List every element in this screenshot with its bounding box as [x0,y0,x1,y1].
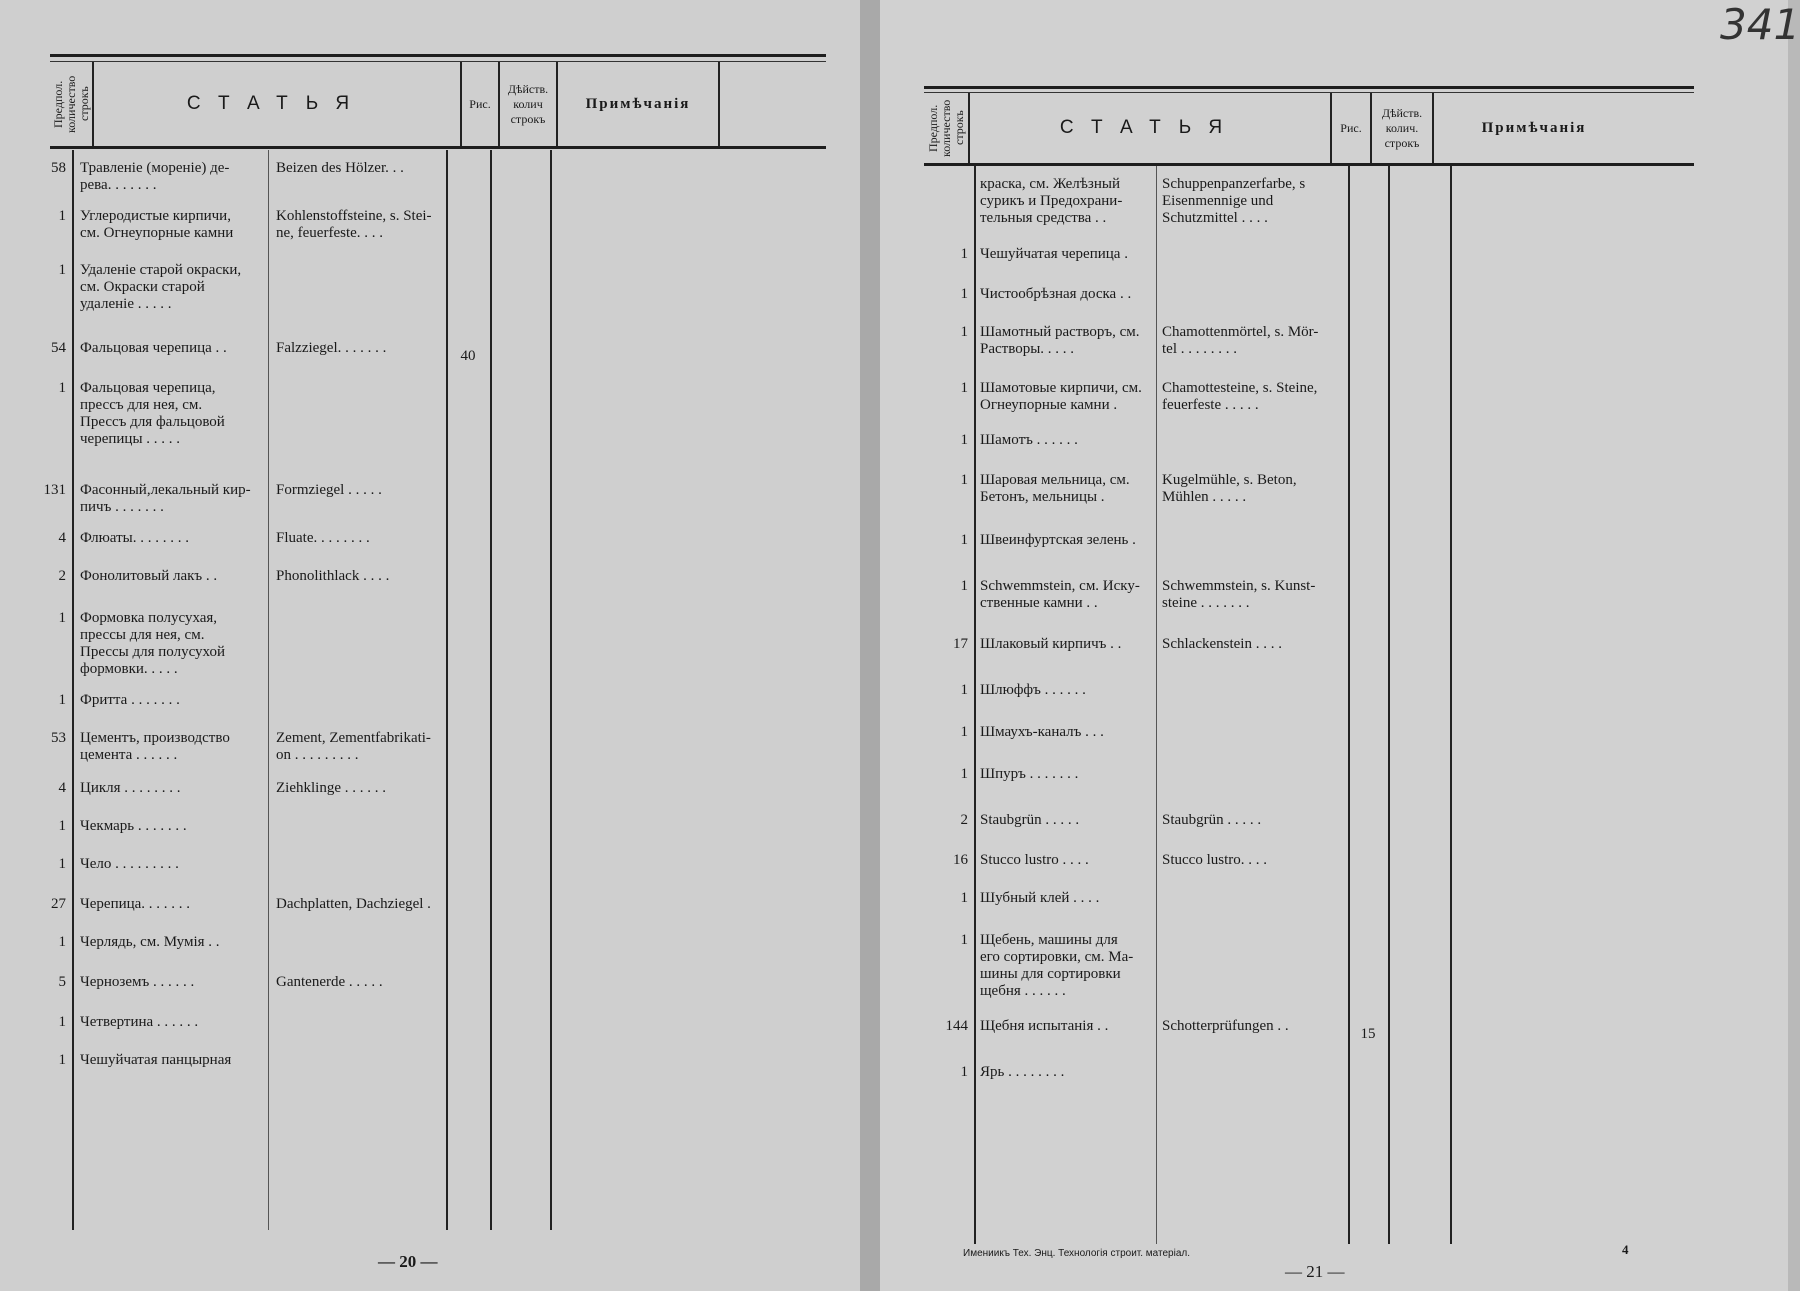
row-article-de [276,482,446,499]
header-actual: Дѣйств. колич. строкъ [1381,105,1423,150]
header-article: СТАТЬЯ [186,93,368,114]
row-article-de [1162,324,1348,358]
row-qty: 1 [58,208,66,224]
row-article-de [1162,380,1348,414]
article-de-line: Phonolithlack . . . . [276,568,390,584]
row-article-ru [980,380,1158,414]
row-qty: 1 [960,324,968,340]
article-de-line: on . . . . . . . . . [276,747,359,763]
row-qty: 1 [960,532,968,548]
row-article-ru [80,896,266,913]
row-article-de [276,780,446,797]
header-fig: Рис. [469,96,491,111]
row-article-ru [80,340,266,357]
row-article-ru [980,176,1158,227]
article-ru-line: Фасонный,лекальный кир- [80,482,251,498]
header-qty: Предпол. количество строкъ [50,75,91,133]
article-ru-line: Травленіе (мореніе) де- [80,160,230,176]
article-ru-line: удаленіе . . . . . [80,296,172,312]
article-ru-line: Чистообрѣзная доска . . [980,286,1132,302]
row-qty: 1 [58,380,66,396]
row-article-ru [980,472,1158,506]
article-ru-line: Щебня испытанія . . [980,1018,1109,1034]
article-de-line: Schwemmstein, s. Kunst- [1162,578,1316,594]
article-ru-line: прессы для нея, см. [80,627,205,643]
article-de-line: Chamottesteine, s. Steine, [1162,380,1318,396]
row-qty: 1 [960,432,968,448]
row-article-ru [80,1014,266,1031]
row-article-de [1162,812,1348,829]
row-article-de [1162,852,1348,869]
row-qty: 2 [58,568,66,584]
article-ru-line: Огнеупорные камни . [980,397,1118,413]
article-ru-line: черепицы . . . . . [80,431,181,447]
row-article-ru [80,856,266,873]
article-ru-line: Флюаты. . . . . . . . [80,530,189,546]
article-ru-line: Шпуръ . . . . . . . [980,766,1079,782]
row-qty: 1 [960,932,968,948]
article-de-line: Schotterprüfungen . . [1162,1018,1289,1034]
article-de-line: Beizen des Hölzer. . . [276,160,404,176]
row-qty: 1 [58,934,66,950]
header-fig: Рис. [1340,120,1362,135]
article-ru-line: Прессы для полусухой [80,644,226,660]
article-de-line: Stucco lustro. . . . [1162,852,1267,868]
row-qty: 1 [960,1064,968,1080]
article-de-line: Schutzmittel . . . . [1162,210,1268,226]
book-gutter [860,0,880,1291]
row-article-ru [980,890,1158,907]
row-article-ru [80,208,266,242]
article-ru-line: Чекмарь . . . . . . . [80,818,187,834]
article-de-line: Schuppenpanzerfarbe, s [1162,176,1306,192]
row-qty: 131 [43,482,66,498]
row-article-ru [980,812,1158,829]
sheet-number: 4 [1622,1242,1629,1257]
row-qty: 1 [58,262,66,278]
article-ru-line: Растворы. . . . . [980,341,1075,357]
article-de-line: Ziehklinge . . . . . . [276,780,386,796]
article-ru-line: Черепица. . . . . . . [80,896,191,912]
article-ru-line: Staubgrün . . . . . [980,812,1080,828]
article-de-line: Dachplatten, Dachziegel . [276,896,431,912]
article-de-line: Staubgrün . . . . . [1162,812,1262,828]
article-ru-line: см. Огнеупорные камни [80,225,234,241]
article-de-line: Chamottenmörtel, s. Mör- [1162,324,1319,340]
article-ru-line: Шубный клей . . . . [980,890,1100,906]
article-de-line: Kohlenstoffsteine, s. Stei- [276,208,432,224]
row-article-ru [980,532,1158,549]
article-ru-line: ственные камни . . [980,595,1098,611]
row-qty: 1 [58,818,66,834]
row-qty: 1 [58,692,66,708]
article-ru-line: Четвертина . . . . . . [80,1014,199,1030]
article-de-line: Gantenerde . . . . . [276,974,383,990]
article-ru-line: Швеинфуртская зелень . [980,532,1136,548]
row-article-ru [980,578,1158,612]
row-article-ru [80,974,266,991]
article-ru-line: Бетонъ, мельницы . [980,489,1105,505]
article-ru-line: Шамотовые кирпичи, см. [980,380,1142,396]
row-article-ru [980,246,1158,263]
row-article-ru [80,780,266,797]
row-article-ru [80,380,266,448]
header-actual: Дѣйств. колич строкъ [507,81,549,126]
row-qty: 4 [58,530,66,546]
row-qty: 4 [58,780,66,796]
row-qty: 1 [960,724,968,740]
header-notes: Примѣчанія [1481,119,1587,136]
row-article-ru [980,682,1158,699]
article-ru-line: Фальцовая черепица, [80,380,216,396]
row-article-ru [80,160,266,194]
row-qty: 1 [960,380,968,396]
left-table [43,54,826,1232]
article-de-line: Eisenmennige und [1162,193,1274,209]
row-article-de [1162,472,1348,506]
row-qty: 5 [58,974,66,990]
article-ru-line: Цементъ, производство [80,730,230,746]
row-article-ru [980,636,1158,653]
row-article-ru [80,610,266,678]
left-page [0,0,860,1291]
row-article-de [1162,1018,1348,1035]
article-de-line: Zement, Zementfabrikati- [276,730,431,746]
header-notes: Примѣчанія [585,95,691,112]
row-qty: 1 [960,890,968,906]
article-ru-line: Прессъ для фальцовой [80,414,225,430]
article-de-line: Formziegel . . . . . [276,482,382,498]
article-ru-line: Шамотъ . . . . . . [980,432,1078,448]
article-ru-line: формовки. . . . . [80,661,178,677]
row-article-ru [980,1018,1158,1035]
article-ru-line: Фонолитовый лакъ . . [80,568,218,584]
row-qty: 1 [960,472,968,488]
article-de-line: tel . . . . . . . . [1162,341,1237,357]
article-de-line: Kugelmühle, s. Beton, [1162,472,1297,488]
row-article-ru [80,1052,266,1069]
row-article-de [276,208,446,242]
row-article-ru [980,432,1158,449]
article-ru-line: Черлядь, см. Мумія . . [80,934,220,950]
article-de-line: feuerfeste . . . . . [1162,397,1259,413]
row-qty: 53 [51,730,66,746]
article-ru-line: Черноземъ . . . . . . [80,974,195,990]
article-de-line: ne, feuerfeste. . . . [276,225,384,241]
article-ru-line: Шамотный растворъ, см. [980,324,1140,340]
footer-note: Имениикъ Тех. Энц. Технологія строит. матеріал. [963,1248,1191,1259]
row-article-de [1162,636,1348,653]
row-article-ru [80,482,266,516]
row-qty: 144 [945,1018,968,1034]
article-ru-line: Фритта . . . . . . . [80,692,180,708]
row-article-de [276,974,446,991]
row-qty: 1 [960,578,968,594]
article-ru-line: Цикля . . . . . . . . [80,780,181,796]
article-ru-line: рева. . . . . . . [80,177,157,193]
header-qty: Предпол. количество строкъ [925,99,966,157]
row-article-de [276,340,446,357]
row-qty: 17 [953,636,968,652]
article-de-line: Mühlen . . . . . [1162,489,1247,505]
header-article: СТАТЬЯ [1059,117,1241,138]
article-ru-line: его сортировки, см. Ма- [980,949,1134,965]
article-ru-line: шины для сортировки [980,966,1121,982]
article-ru-line: Шлаковый кирпичъ . . [980,636,1122,652]
article-de-line: Schlackenstein . . . . [1162,636,1282,652]
row-article-ru [80,692,266,709]
row-article-de [276,896,446,913]
article-ru-line: Ярь . . . . . . . . [980,1064,1065,1080]
row-article-ru [80,818,266,835]
row-qty: 1 [58,856,66,872]
row-article-ru [980,324,1158,358]
row-article-de [276,160,446,177]
row-article-ru [980,766,1158,783]
row-qty: 1 [58,1052,66,1068]
article-ru-line: Формовка полусухая, [80,610,218,626]
article-ru-line: щебня . . . . . . [980,983,1066,999]
row-article-de [276,568,446,585]
row-qty: 1 [960,766,968,782]
row-article-ru [80,568,266,585]
article-ru-line: прессъ для нея, см. [80,397,203,413]
row-article-de [1162,176,1348,227]
row-qty: 2 [960,812,968,828]
row-article-ru [980,724,1158,741]
row-qty: 1 [960,246,968,262]
row-article-ru [80,530,266,547]
article-de-line: Falzziegel. . . . . . . [276,340,387,356]
row-qty: 27 [51,896,66,912]
row-article-ru [980,932,1158,1000]
row-qty: 1 [58,1014,66,1030]
row-qty: 16 [953,852,968,868]
article-ru-line: пичъ . . . . . . . [80,499,164,515]
article-ru-line: Углеродистые кирпичи, [80,208,231,224]
row-qty: 1 [960,286,968,302]
right-page [880,0,1800,1291]
row-qty: 54 [51,340,66,356]
article-ru-line: Шлюффъ . . . . . . [980,682,1086,698]
article-ru-line: Чешуйчатая панцырная [80,1052,232,1068]
row-article-ru [980,852,1158,869]
page-number-right: — 21 — [1285,1262,1345,1281]
article-ru-line: см. Окраски старой [80,279,205,295]
article-ru-line: Шмаухъ-каналъ . . . [980,724,1104,740]
row-qty: 1 [960,682,968,698]
article-ru-line: Шаровая мельница, см. [980,472,1130,488]
article-de-line: steine . . . . . . . [1162,595,1250,611]
article-ru-line: сурикъ и Предохрани- [980,193,1123,209]
handwritten-page-number: 341 [1720,0,1800,49]
article-ru-line: тельныя средства . . [980,210,1107,226]
row-article-de [276,730,446,764]
row-article-ru [80,934,266,951]
row-qty: 1 [58,610,66,626]
right-table [924,86,1694,1246]
row-article-de [276,530,446,547]
page-number-left: — 20 — [378,1252,438,1271]
article-ru-line: Удаленіе старой окраски, [80,262,242,278]
row-article-de [1162,578,1348,612]
article-ru-line: Stucco lustro . . . . [980,852,1089,868]
row-qty: 58 [51,160,66,176]
article-ru-line: Щебень, машины для [980,932,1118,948]
article-ru-line: Schwemmstein, см. Иску- [980,578,1140,594]
row-fig: 40 [460,348,476,364]
article-ru-line: Чело . . . . . . . . . [80,856,179,872]
row-article-ru [80,730,266,764]
row-fig: 15 [1360,1026,1376,1042]
article-de-line: Fluate. . . . . . . . [276,530,370,546]
row-article-ru [980,286,1158,303]
article-ru-line: Чешуйчатая черепица . [980,246,1128,262]
article-ru-line: краска, см. Желѣзный [980,176,1120,192]
article-ru-line: цемента . . . . . . [80,747,178,763]
article-ru-line: Фальцовая черепица . . [80,340,227,356]
row-article-ru [80,262,266,313]
row-article-ru [980,1064,1158,1081]
